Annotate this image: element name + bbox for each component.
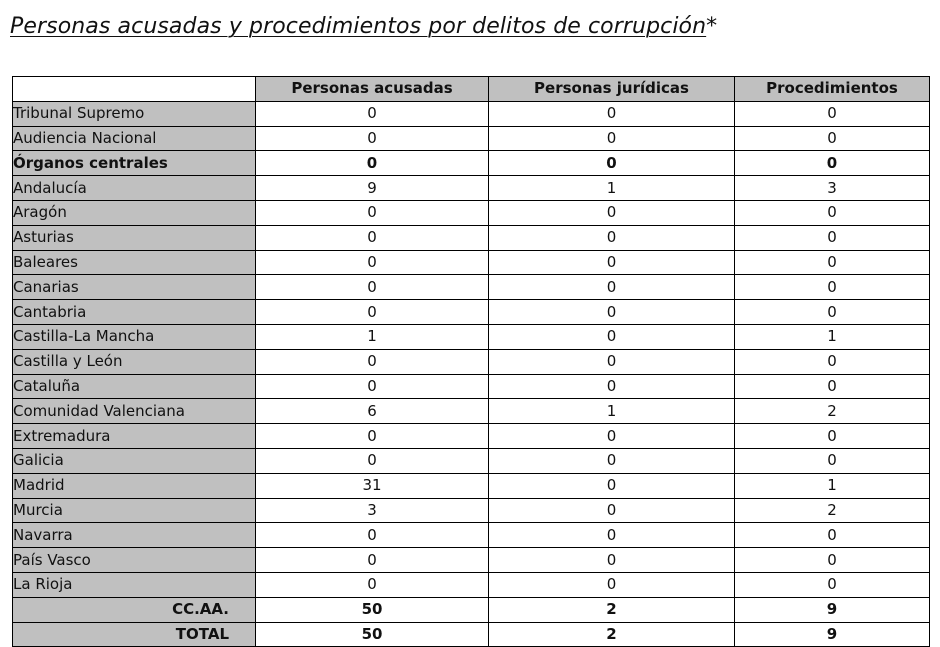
header-personas-acusadas: Personas acusadas xyxy=(256,77,489,102)
cell-procedimientos: 0 xyxy=(735,126,930,151)
cell-procedimientos: 0 xyxy=(735,101,930,126)
cell-personas-juridicas: 0 xyxy=(489,572,735,597)
row-label: Castilla y León xyxy=(13,349,256,374)
cell-personas-acusadas: 0 xyxy=(256,572,489,597)
cell-procedimientos: 9 xyxy=(735,597,930,622)
cell-personas-juridicas: 0 xyxy=(489,101,735,126)
cell-personas-juridicas: 0 xyxy=(489,374,735,399)
corruption-cases-table xyxy=(12,76,930,647)
cell-personas-juridicas: 0 xyxy=(489,448,735,473)
cell-personas-acusadas: 0 xyxy=(256,349,489,374)
cell-personas-acusadas: 0 xyxy=(256,275,489,300)
table-row xyxy=(13,548,930,573)
table-row xyxy=(13,424,930,449)
title-footnote-mark: * xyxy=(706,14,718,39)
table-row xyxy=(13,498,930,523)
row-label: Extremadura xyxy=(13,424,256,449)
row-label: Castilla-La Mancha xyxy=(13,324,256,349)
row-label: Navarra xyxy=(13,523,256,548)
cell-personas-acusadas: 50 xyxy=(256,622,489,647)
row-label: Asturias xyxy=(13,225,256,250)
cell-procedimientos: 0 xyxy=(735,200,930,225)
table-row xyxy=(13,572,930,597)
cell-personas-acusadas: 0 xyxy=(256,200,489,225)
table-row xyxy=(13,200,930,225)
table-row xyxy=(13,523,930,548)
row-label: Madrid xyxy=(13,473,256,498)
cell-personas-juridicas: 0 xyxy=(489,548,735,573)
cell-personas-juridicas: 0 xyxy=(489,523,735,548)
table-row xyxy=(13,622,930,647)
cell-personas-juridicas: 0 xyxy=(489,126,735,151)
row-label: CC.AA. xyxy=(13,597,256,622)
cell-procedimientos: 1 xyxy=(735,324,930,349)
table-row xyxy=(13,300,930,325)
table-body xyxy=(13,101,930,647)
cell-personas-acusadas: 0 xyxy=(256,424,489,449)
cell-procedimientos: 0 xyxy=(735,523,930,548)
row-label: País Vasco xyxy=(13,548,256,573)
cell-personas-juridicas: 0 xyxy=(489,250,735,275)
row-label: Órganos centrales xyxy=(13,151,256,176)
table-row xyxy=(13,448,930,473)
cell-personas-juridicas: 0 xyxy=(489,349,735,374)
row-label: Canarias xyxy=(13,275,256,300)
cell-personas-juridicas: 0 xyxy=(489,151,735,176)
row-label: Audiencia Nacional xyxy=(13,126,256,151)
title-text: Personas acusadas y procedimientos por delitos de corrupción xyxy=(10,14,707,39)
cell-procedimientos: 0 xyxy=(735,250,930,275)
header-procedimientos: Procedimientos xyxy=(735,77,930,102)
cell-personas-juridicas: 0 xyxy=(489,473,735,498)
table-row xyxy=(13,101,930,126)
cell-personas-acusadas: 0 xyxy=(256,225,489,250)
cell-personas-juridicas: 2 xyxy=(489,622,735,647)
cell-personas-juridicas: 0 xyxy=(489,424,735,449)
table-row xyxy=(13,399,930,424)
header-personas-juridicas: Personas jurídicas xyxy=(489,77,735,102)
table-row xyxy=(13,374,930,399)
cell-personas-acusadas: 1 xyxy=(256,324,489,349)
page-title xyxy=(10,14,717,39)
cell-personas-acusadas: 0 xyxy=(256,523,489,548)
cell-procedimientos: 0 xyxy=(735,349,930,374)
table-row xyxy=(13,275,930,300)
cell-personas-juridicas: 0 xyxy=(489,275,735,300)
cell-procedimientos: 0 xyxy=(735,151,930,176)
table-row xyxy=(13,250,930,275)
row-label: La Rioja xyxy=(13,572,256,597)
row-label: Aragón xyxy=(13,200,256,225)
table-row xyxy=(13,176,930,201)
cell-procedimientos: 0 xyxy=(735,448,930,473)
cell-personas-acusadas: 50 xyxy=(256,597,489,622)
cell-procedimientos: 1 xyxy=(735,473,930,498)
cell-procedimientos: 0 xyxy=(735,548,930,573)
cell-personas-juridicas: 0 xyxy=(489,498,735,523)
cell-personas-acusadas: 0 xyxy=(256,250,489,275)
cell-personas-acusadas: 0 xyxy=(256,151,489,176)
cell-personas-juridicas: 2 xyxy=(489,597,735,622)
table-row xyxy=(13,151,930,176)
cell-procedimientos: 9 xyxy=(735,622,930,647)
cell-procedimientos: 0 xyxy=(735,424,930,449)
cell-personas-acusadas: 31 xyxy=(256,473,489,498)
table-row xyxy=(13,349,930,374)
cell-personas-juridicas: 0 xyxy=(489,225,735,250)
cell-personas-acusadas: 0 xyxy=(256,374,489,399)
cell-personas-juridicas: 0 xyxy=(489,324,735,349)
cell-procedimientos: 2 xyxy=(735,399,930,424)
row-label: Comunidad Valenciana xyxy=(13,399,256,424)
row-label: Cantabria xyxy=(13,300,256,325)
cell-personas-juridicas: 0 xyxy=(489,300,735,325)
row-label: Tribunal Supremo xyxy=(13,101,256,126)
table-row xyxy=(13,225,930,250)
row-label: Baleares xyxy=(13,250,256,275)
row-label: Galicia xyxy=(13,448,256,473)
cell-procedimientos: 2 xyxy=(735,498,930,523)
cell-procedimientos: 0 xyxy=(735,374,930,399)
row-label: Murcia xyxy=(13,498,256,523)
row-label: Andalucía xyxy=(13,176,256,201)
cell-personas-juridicas: 0 xyxy=(489,200,735,225)
cell-personas-acusadas: 0 xyxy=(256,548,489,573)
cell-personas-acusadas: 3 xyxy=(256,498,489,523)
table-row xyxy=(13,126,930,151)
cell-personas-acusadas: 9 xyxy=(256,176,489,201)
table-row xyxy=(13,473,930,498)
cell-personas-acusadas: 0 xyxy=(256,101,489,126)
cell-personas-juridicas: 1 xyxy=(489,176,735,201)
header-corner-cell xyxy=(13,77,256,102)
table-header-row xyxy=(13,77,930,102)
cell-procedimientos: 0 xyxy=(735,225,930,250)
cell-personas-juridicas: 1 xyxy=(489,399,735,424)
cell-personas-acusadas: 0 xyxy=(256,448,489,473)
row-label: Cataluña xyxy=(13,374,256,399)
cell-procedimientos: 0 xyxy=(735,300,930,325)
cell-personas-acusadas: 6 xyxy=(256,399,489,424)
row-label: TOTAL xyxy=(13,622,256,647)
table-row xyxy=(13,597,930,622)
cell-personas-acusadas: 0 xyxy=(256,300,489,325)
cell-procedimientos: 3 xyxy=(735,176,930,201)
cell-procedimientos: 0 xyxy=(735,572,930,597)
table-row xyxy=(13,324,930,349)
cell-procedimientos: 0 xyxy=(735,275,930,300)
cell-personas-acusadas: 0 xyxy=(256,126,489,151)
